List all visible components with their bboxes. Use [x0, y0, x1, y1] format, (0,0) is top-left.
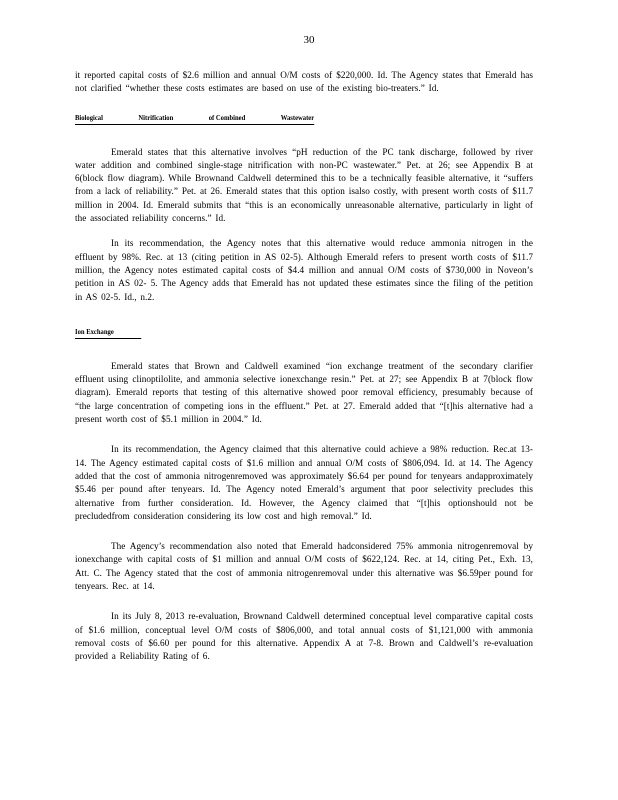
heading-word: Wastewater [280, 113, 315, 122]
heading-ion-exchange: Ion Exchange [75, 327, 141, 339]
heading-word: Nitrification [138, 113, 174, 122]
heading-biological-nitrification [75, 113, 314, 125]
paragraph-agency-75-percent: The Agency’s recommendation also noted that Emerald hadconsidered 75% ammonia nitrogenremoval by ionexchange with capital costs of $1 million and annual O/M costs of $622,124. Rec. at 14, citing Pet., Exh. 13, Att. C. The Agency stated that the cost of ammonia nitrogenremoval under this alternative was $6.59per pound for tenyears. Rec. at 14. [75, 541, 533, 592]
page-number: 30 [303, 34, 315, 46]
paragraph-capital-costs: it reported capital costs of $2.6 million and annual O/M costs of $220,000. Id. The Agency states that Emerald has not clarified “whether these costs estimates are based on use of the existing bio-treaters.” Id. [75, 70, 533, 94]
paragraph-agency-nitrification: In its recommendation, the Agency notes that this alternative would reduce ammonia nitrogen in the effluent by 98%. Rec. at 13 (citing petition in AS 02-5). Although Emerald refers to present worth costs of $11.7 million, the Agency notes estimated capital costs of $4.4 million and annual O/M costs of $730,000 in Noveon’s petition in AS 02- 5. The Agency adds that Emerald has not updated these estimates since the filing of the petition in AS 02-5. Id., n.2. [75, 238, 533, 302]
heading-word: of Combined [208, 113, 246, 122]
paragraph-reevaluation: In its July 8, 2013 re-evaluation, Brownand Caldwell determined conceptual level comparative capital costs of $1.6 million, conceptual level O/M costs of $806,000, and total annual costs of $1,121,000 with ammonia removal costs of $6.60 per pound for this alternative. Appendix A at 7-8. Brown and Caldwell’s re-evaluation provided a Reliability Rating of 6. [75, 611, 533, 662]
heading-word: Biological [75, 113, 103, 122]
paragraph-emerald-ion-exchange: Emerald states that Brown and Caldwell examined “ion exchange treatment of the secondary clarifier effluent using clinoptilolite, and ammonia selective ionexchange resin.” Pet. at 27; see Appendix B at 7(block flow diagram). Emerald reports that testing of this alternative showed poor removal efficiency, presumably because of “the large concentration of competing ions in the effluent.” Pet. at 27. Emerald added that “[t]his alternative had a present worth cost of $5.1 million in 2004.” Id. [75, 360, 533, 425]
document-body [75, 69, 533, 664]
paragraph-agency-ion-exchange: In its recommendation, the Agency claimed that this alternative could achieve a 98% reduction. Rec.at 13-14. The Agency estimated capital costs of $1.6 million and annual O/M costs of $806,094. Id. at 14. The Agency added that the cost of ammonia nitrogenremoved was approximately $6.64 per pound for tenyears andapproximately $5.46 per pound after tenyears. Id. The Agency noted Emerald’s argument that poor selectivity precludes this alternative from further consideration. Id. However, the Agency claimed that “[t]his optionshould not be precludedfrom consideration considering its low cost and high removal.” Id. [75, 444, 533, 521]
paragraph-emerald-nitrification: Emerald states that this alternative involves “pH reduction of the PC tank discharge, followed by river water addition and combined single-stage nitrification with non-PC wastewater.” Pet. at 26; see Appendix B at 6(block flow diagram). While Brownand Caldwell determined this to be a technically feasible alternative, it “suffers from a lack of reliability.” Pet. at 26. Emerald states that this option isalso costly, with present worth costs of $11.7 million in 2004. Id. Emerald submits that “this is an economically unreasonable alternative, particularly in light of the associated reliability concerns.” Id. [75, 146, 533, 224]
